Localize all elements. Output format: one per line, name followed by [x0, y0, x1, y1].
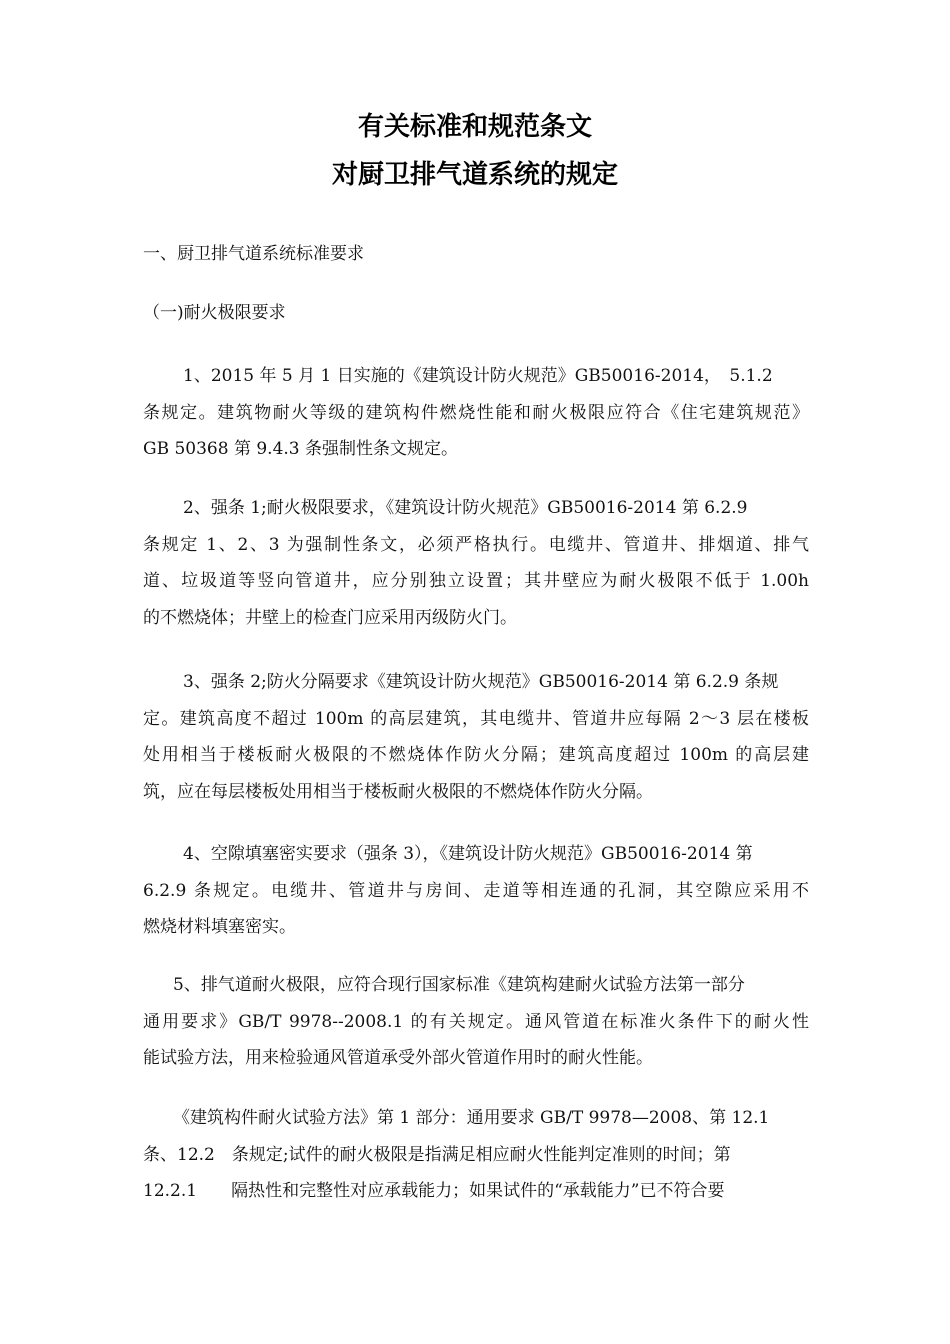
paragraph-1 [143, 358, 809, 468]
paragraph-6 [143, 1100, 809, 1210]
paragraph-line: 的不燃烧体；井壁上的检查门应采用丙级防火门。 [143, 607, 517, 628]
paragraph-line: 道、垃圾道等竖向管道井，应分别独立设置；其井壁应为耐火极限不低于 1.00h [143, 571, 809, 591]
paragraph-line: 《建筑构件耐火试验方法》第 1 部分：通用要求 GB/T 9978—2008、第 12.1 [173, 1108, 770, 1128]
document-title: 有关标准和规范条文 [357, 112, 592, 142]
paragraph-line: 6.2.9 条规定。电缆井、管道井与房间、走道等相连通的孔洞，其空隙应采用不 [143, 880, 809, 901]
document-subtitle: 对厨卫排气道系统的规定 [331, 160, 618, 190]
paragraph-4 [143, 836, 809, 946]
paragraph-line: 定。建筑高度不超过 100m 的高层建筑，其电缆井、管道井应每隔 2～3 层在楼板 [143, 708, 809, 729]
paragraph-line: 燃烧材料填塞密实。 [143, 917, 296, 937]
paragraph-line: 筑，应在每层楼板处用相当于楼板耐火极限的不燃烧体作防火分隔。 [143, 781, 653, 802]
paragraph-line: 条、12.2 条规定;试件的耐火极限是指满足相应耐火性能判定准则的时间；第 [143, 1144, 731, 1165]
paragraph-line: 1、2015 年 5 月 1 日实施的《建筑设计防火规范》GB50016-2014， 5.1.2 [183, 366, 773, 386]
section-heading: 一、厨卫排气道系统标准要求 [143, 244, 364, 264]
paragraph-line: 4、空隙填塞密实要求（强条 3），《建筑设计防火规范》GB50016-2014 第 [183, 844, 753, 864]
paragraph-5 [143, 967, 809, 1077]
subsection-heading: （一)耐火极限要求 [143, 303, 286, 323]
paragraph-line: 能试验方法，用来检验通风管道承受外部火管道作用时的耐火性能。 [143, 1048, 653, 1068]
paragraph-3 [143, 664, 809, 810]
paragraph-line: 12.2.1 隔热性和完整性对应承载能力；如果试件的“承载能力”已不符合要 [143, 1181, 725, 1201]
paragraph-line: 条规定。建筑物耐火等级的建筑构件燃烧性能和耐火极限应符合《住宅建筑规范》 [143, 402, 809, 423]
paragraph-line: 5、排气道耐火极限，应符合现行国家标准《建筑构建耐火试验方法第一部分 [173, 975, 745, 995]
paragraph-line: 3、强条 2;防火分隔要求《建筑设计防火规范》GB50016-2014 第 6.2.9 条规 [183, 672, 779, 692]
paragraph-line: 2、强条 1;耐火极限要求，《建筑设计防火规范》GB50016-2014 第 6.2.9 [183, 498, 748, 518]
paragraph-line: 通用要求》GB/T 9978--2008.1 的有关规定。通风管道在标准火条件下的耐火性 [143, 1011, 809, 1032]
paragraph-line: 条规定 1、2、3 为强制性条文，必须严格执行。电缆井、管道井、排烟道、排气 [143, 534, 809, 555]
paragraph-2 [143, 490, 809, 636]
paragraph-line: GB 50368 第 9.4.3 条强制性条文规定。 [143, 439, 459, 459]
paragraph-line: 处用相当于楼板耐火极限的不燃烧体作防火分隔；建筑高度超过 100m 的高层建 [143, 745, 809, 765]
